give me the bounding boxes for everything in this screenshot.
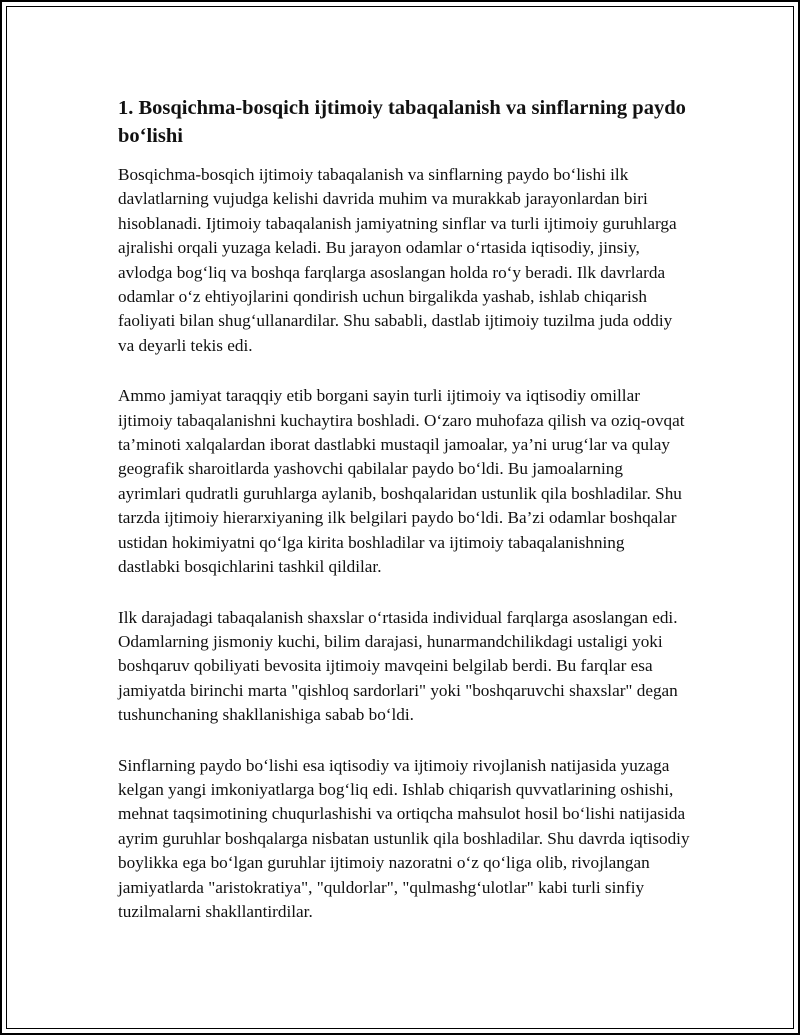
paragraph-1: Bosqichma-bosqich ijtimoiy tabaqalanish va sinflarning paydo bo‘lishi ilk davlatlarning vujudga kelishi davrida muhim va murakkab jarayonlardan biri hisoblanadi. Ijtimoiy tabaqalanish jamiyatning sinflar va turli ijtimoiy guruhlarga ajralishi orqali yuzaga keladi. Bu jarayon odamlar o‘rtasida iqtisodiy, jinsiy, avlodga bog‘liq va boshqa farqlarga asoslangan holda ro‘y beradi. Ilk davrlarda odamlar o‘z ehtiyojlarini qondirish uchun birgalikda yashab, ishlab chiqarish faoliyati bilan shug‘ullanardilar. Shu sababli, dastlab ijtimoiy tuzilma juda oddiy va deyarli tekis edi. [118, 165, 677, 355]
paragraph-3: Ilk darajadagi tabaqalanish shaxslar o‘rtasida individual farqlarga asoslangan edi. Odamlarning jismoniy kuchi, bilim darajasi, hunarmandchilikdagi ustaligi yoki boshqaruv qobiliyati bevosita ijtimoiy mavqeini belgilab berdi. Bu farqlar esa jamiyatda birinchi marta "qishloq sardorlari" yoki "boshqaruvchi shaxslar" degan tushunchaning shakllanishiga sabab bo‘ldi. [118, 607, 678, 725]
document-content [118, 94, 690, 950]
section-title: 1. Bosqichma-bosqich ijtimoiy tabaqalanish va sinflarning paydo bo‘lishi [118, 97, 686, 147]
paragraph-4: Sinflarning paydo bo‘lishi esa iqtisodiy va ijtimoiy rivojlanish natijasida yuzaga kelgan yangi imkoniyatlarga bog‘liq edi. Ishlab chiqarish quvvatlarining oshishi, mehnat taqsimotining chuqurlashishi va ortiqcha mahsulot hosil bo‘lishi natijasida ayrim guruhlar boshqalarga nisbatan ustunlik qila boshladilar. Shu davrda iqtisodiy boylikka ega bo‘lgan guruhlar ijtimoiy nazoratni o‘z qo‘liga olib, rivojlangan jamiyatlarda "aristokratiya", "quldorlar", "qulmashg‘ulotlar" kabi turli sinfiy tuzilmalarni shakllantirdilar. [118, 755, 690, 921]
paragraph-2: Ammo jamiyat taraqqiy etib borgani sayin turli ijtimoiy va iqtisodiy omillar ijtimoiy tabaqalanishni kuchaytira boshladi. O‘zaro muhofaza qilish va oziq-ovqat ta’minoti xalqalardan iborat dastlabki mustaqil jamoalar, ya’ni urug‘lar va qulay geografik sharoitlarda yashovchi qabilalar paydo bo‘ldi. Bu jamoalarning ayrimlari qudratli guruhlarga aylanib, boshqalaridan ustunlik qila boshladilar. Shu tarzda ijtimoiy hierarxiyaning ilk belgilari paydo bo‘ldi. Ba’zi odamlar boshqalar ustidan hokimiyatni qo‘lga kirita boshladilar va ijtimoiy tabaqalanishning dastlabki bosqichlarini tashkil qildilar. [118, 386, 685, 577]
